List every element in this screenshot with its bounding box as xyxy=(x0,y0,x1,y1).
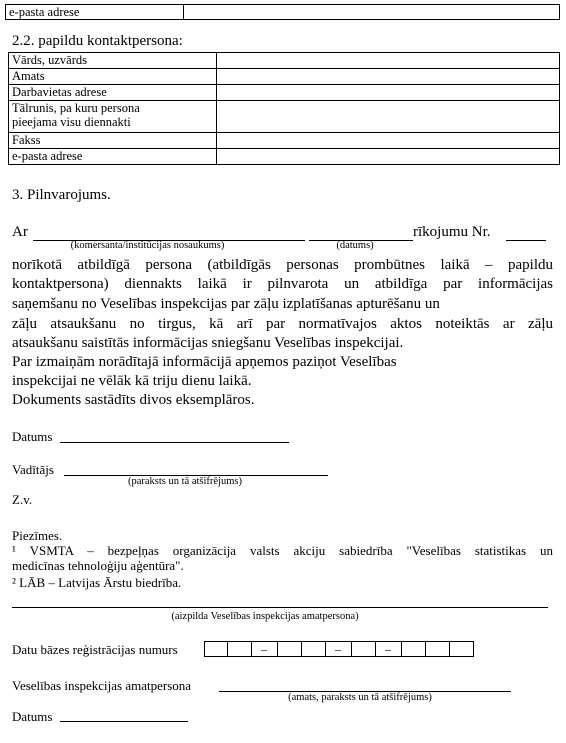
reg-box-7[interactable] xyxy=(351,641,376,657)
paragraph-line-1: norīkotā atbildīgā persona (atbildīgās personas prombūtnes laikā – papildu xyxy=(12,257,553,273)
name-label: Vārds, uzvārds xyxy=(9,53,217,69)
inspection-caption: (aizpilda Veselības inspekcijas amatpersona) xyxy=(171,611,359,622)
notes-title: Piezīmes. xyxy=(12,528,63,543)
order-number-line[interactable] xyxy=(506,240,546,241)
ar-label: Ar xyxy=(12,224,28,240)
fax-label: Fakss xyxy=(9,133,217,149)
paragraph-line-2: kontaktpersona) diennakts laikā ir pilnvarota un atbildīga par informācijas xyxy=(12,276,553,292)
paragraph-line-5: atsaukšanu saistītās informācijas sniegšanu Veselības inspekcijai. xyxy=(12,335,404,351)
signature-caption: (paraksts un tā atšifrējums) xyxy=(127,476,242,487)
reg-box-4[interactable] xyxy=(277,641,302,657)
work-address-value[interactable] xyxy=(217,85,560,101)
name-value[interactable] xyxy=(217,53,560,69)
order-label: rīkojumu Nr. xyxy=(413,224,491,240)
note-1-line-1: ¹ VSMTA – bezpeļņas organizācija valsts akciju sabiedrība "Veselības statistikas un xyxy=(12,543,553,558)
paragraph2-line-2: inspekcijai ne vēlāk kā triju dienu laikā. xyxy=(12,373,252,389)
inspection-divider xyxy=(12,607,548,608)
note-1-line-2: medicīnas tehnoloģiju aģentūra". xyxy=(12,558,184,573)
reg-box-1[interactable] xyxy=(204,641,228,657)
email-label: e-pasta adrese xyxy=(6,5,184,20)
position-value[interactable] xyxy=(217,69,560,85)
email2-value[interactable] xyxy=(217,149,560,165)
phone-label-line1: Tālrunis, pa kuru persona xyxy=(12,101,140,115)
reg-box-2[interactable] xyxy=(227,641,252,657)
inspection-date-line[interactable] xyxy=(60,721,188,722)
company-caption: (komersanta/institūcijas nosaukums) xyxy=(70,240,225,251)
seal-label: Z.v. xyxy=(12,492,33,507)
contact-table xyxy=(8,52,560,165)
paragraph2-line-1: Par izmaiņām norādītajā informācijā apņemos paziņot Veselības xyxy=(12,354,397,370)
official-caption: (amats, paraksts un tā atšifrējums) xyxy=(288,692,432,703)
db-reg-label: Datu bāzes reģistrācijas numurs xyxy=(12,642,178,657)
reg-box-5[interactable] xyxy=(301,641,326,657)
reg-box-6 xyxy=(325,641,352,657)
section-3-heading: 3. Pilnvarojums. xyxy=(12,187,111,203)
phone-label-line2: pieejama visu diennakti xyxy=(12,115,131,129)
reg-box-11[interactable] xyxy=(449,641,474,657)
paragraph-line-3: saņemšanu no Veselības inspekcijas par zāļu izplatīšanas apturēšanu un xyxy=(12,296,440,312)
position-label: Amats xyxy=(9,69,217,85)
phone-label xyxy=(9,101,217,133)
reg-dash-1: – xyxy=(261,642,267,656)
top-table xyxy=(5,4,560,20)
note-2: ² LĀB – Latvijas Ārstu biedrība. xyxy=(12,575,182,590)
reg-box-8 xyxy=(375,641,402,657)
email-value[interactable] xyxy=(184,5,560,20)
fax-value[interactable] xyxy=(217,133,560,149)
inspection-date-label: Datums xyxy=(12,709,53,724)
official-label: Veselības inspekcijas amatpersona xyxy=(12,678,192,693)
signature-date-line[interactable] xyxy=(60,442,289,443)
paragraph3: Dokuments sastādīts divos eksemplāros. xyxy=(12,392,255,408)
date-caption: (datums) xyxy=(336,240,374,251)
reg-box-10[interactable] xyxy=(425,641,450,657)
paragraph-line-4: zāļu atsaukšanu no tirgus, kā arī par normatīvajos aktos noteiktās ar zāļu xyxy=(12,316,553,332)
reg-dash-3: – xyxy=(385,642,391,656)
work-address-label: Darbavietas adrese xyxy=(9,85,217,101)
section-2-2-heading: 2.2. papildu kontaktpersona: xyxy=(12,33,183,49)
date-label: Datums xyxy=(12,429,53,444)
director-label: Vadītājs xyxy=(12,462,54,477)
reg-box-3 xyxy=(251,641,278,657)
email2-label: e-pasta adrese xyxy=(9,149,217,165)
reg-box-9[interactable] xyxy=(401,641,426,657)
reg-dash-2: – xyxy=(335,642,341,656)
phone-value[interactable] xyxy=(217,101,560,133)
